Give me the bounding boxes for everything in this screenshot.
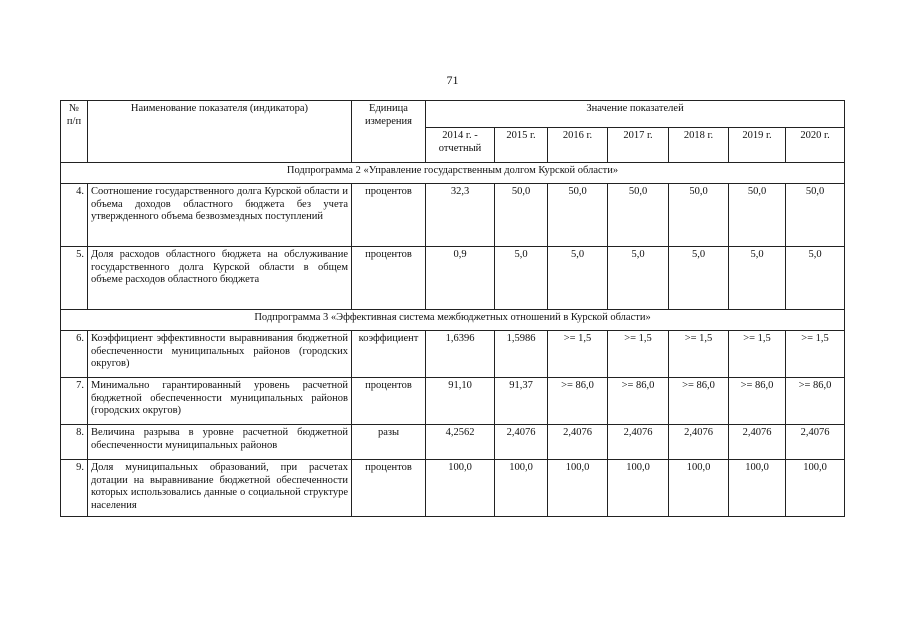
row-value: 2,4076 <box>548 425 608 460</box>
row-num: 7. <box>61 378 88 425</box>
row-value: 32,3 <box>426 184 495 247</box>
page-number: 71 <box>446 73 459 87</box>
row-value: 0,9 <box>426 247 495 310</box>
row-value: >= 86,0 <box>786 378 845 425</box>
row-value: >= 1,5 <box>729 331 786 378</box>
row-value: 50,0 <box>786 184 845 247</box>
row-num: 5. <box>61 247 88 310</box>
table-row <box>61 184 845 247</box>
header-values: Значение показателей <box>426 101 845 128</box>
row-unit: процентов <box>352 184 426 247</box>
row-value: 100,0 <box>495 460 548 517</box>
table-row <box>61 378 845 425</box>
row-name: Доля расходов областного бюджета на обслуживание государственного долга Курской области в общем объеме расходов областного бюджета <box>88 247 352 310</box>
row-value: 5,0 <box>669 247 729 310</box>
indicators-table <box>60 100 845 517</box>
header-year-2020: 2020 г. <box>786 128 845 163</box>
row-unit: разы <box>352 425 426 460</box>
row-value: 91,10 <box>426 378 495 425</box>
row-value: 5,0 <box>548 247 608 310</box>
row-num: 9. <box>61 460 88 517</box>
header-num: № п/п <box>61 101 88 163</box>
row-value: >= 1,5 <box>608 331 669 378</box>
row-value: 50,0 <box>495 184 548 247</box>
row-value: 100,0 <box>608 460 669 517</box>
row-unit: процентов <box>352 247 426 310</box>
header-year-2015: 2015 г. <box>495 128 548 163</box>
row-value: 1,5986 <box>495 331 548 378</box>
row-name: Соотношение государственного долга Курской области и объема доходов областного бюджета без учета утвержденного объема безвозмездных поступлений <box>88 184 352 247</box>
header-name: Наименование показателя (индикатора) <box>88 101 352 163</box>
row-value: 50,0 <box>729 184 786 247</box>
row-value: 2,4076 <box>729 425 786 460</box>
row-value: 5,0 <box>608 247 669 310</box>
subprogram-row <box>61 163 845 184</box>
row-value: 91,37 <box>495 378 548 425</box>
row-value: 2,4076 <box>608 425 669 460</box>
header-year-2018: 2018 г. <box>669 128 729 163</box>
row-value: >= 86,0 <box>548 378 608 425</box>
row-value: 2,4076 <box>495 425 548 460</box>
header-year-2017: 2017 г. <box>608 128 669 163</box>
row-unit: процентов <box>352 378 426 425</box>
subprogram-2-title: Подпрограмма 2 «Управление государственным долгом Курской области» <box>61 163 845 184</box>
row-value: >= 86,0 <box>729 378 786 425</box>
row-value: >= 1,5 <box>669 331 729 378</box>
row-value: 100,0 <box>548 460 608 517</box>
row-value: 4,2562 <box>426 425 495 460</box>
row-name: Минимально гарантированный уровень расчетной бюджетной обеспеченности муниципальных районов (городских округов) <box>88 378 352 425</box>
row-name: Коэффициент эффективности выравнивания бюджетной обеспеченности муниципальных районов (городских округов) <box>88 331 352 378</box>
row-value: 100,0 <box>786 460 845 517</box>
header-year-2014: 2014 г. - отчетный <box>426 128 495 163</box>
table-row <box>61 331 845 378</box>
row-num: 8. <box>61 425 88 460</box>
row-num: 4. <box>61 184 88 247</box>
subprogram-3-title: Подпрограмма 3 «Эффективная система межбюджетных отношений в Курской области» <box>61 310 845 331</box>
row-value: >= 86,0 <box>608 378 669 425</box>
table-row <box>61 247 845 310</box>
row-name: Доля муниципальных образований, при расчетах дотации на выравнивание бюджетной обеспеченности которых использовались данные о социальной структуре населения <box>88 460 352 517</box>
row-value: >= 86,0 <box>669 378 729 425</box>
row-value: 100,0 <box>426 460 495 517</box>
row-value: 100,0 <box>729 460 786 517</box>
row-value: 5,0 <box>786 247 845 310</box>
row-value: 5,0 <box>495 247 548 310</box>
row-value: 50,0 <box>548 184 608 247</box>
row-value: >= 1,5 <box>548 331 608 378</box>
header-unit: Единица измерения <box>352 101 426 163</box>
row-value: 2,4076 <box>669 425 729 460</box>
subprogram-row <box>61 310 845 331</box>
row-value: 5,0 <box>729 247 786 310</box>
header-year-2019: 2019 г. <box>729 128 786 163</box>
row-value: 50,0 <box>608 184 669 247</box>
row-unit: процентов <box>352 460 426 517</box>
row-value: 1,6396 <box>426 331 495 378</box>
row-value: 50,0 <box>669 184 729 247</box>
row-value: 100,0 <box>669 460 729 517</box>
table-row <box>61 460 845 517</box>
row-value: >= 1,5 <box>786 331 845 378</box>
table-row <box>61 425 845 460</box>
row-value: 2,4076 <box>786 425 845 460</box>
header-year-2016: 2016 г. <box>548 128 608 163</box>
row-num: 6. <box>61 331 88 378</box>
row-name: Величина разрыва в уровне расчетной бюджетной обеспеченности муниципальных районов <box>88 425 352 460</box>
row-unit: коэффициент <box>352 331 426 378</box>
